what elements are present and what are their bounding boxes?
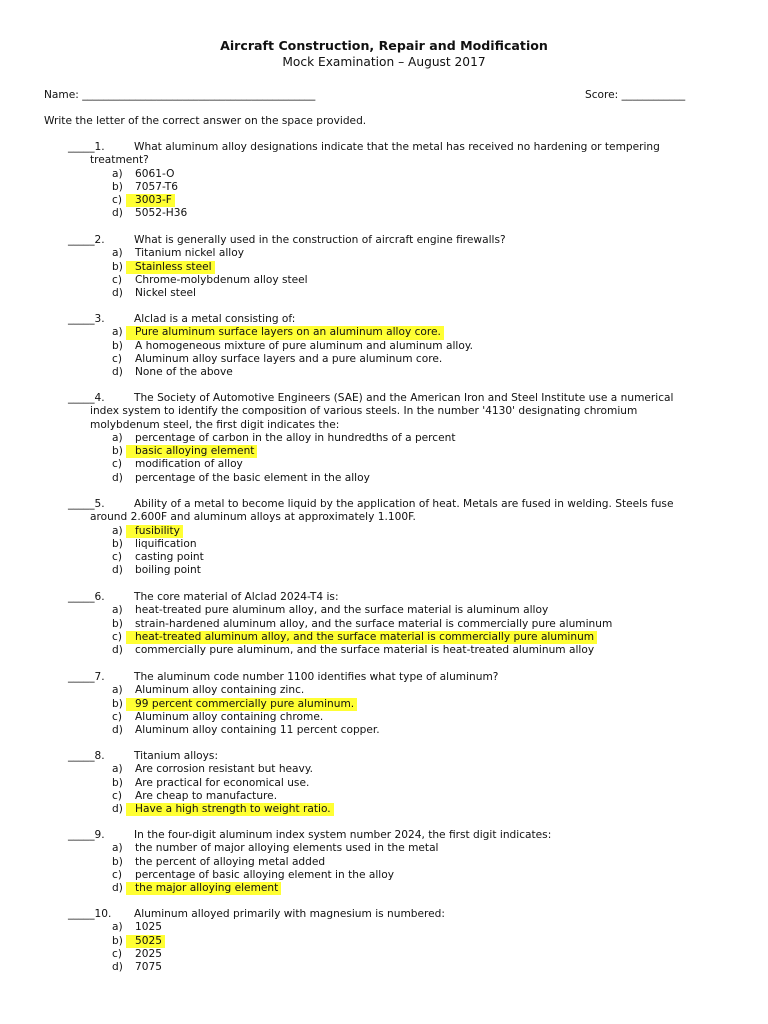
option-text: casting point: [135, 551, 204, 564]
option: [0, 856, 768, 869]
answer-blank: _____1.: [68, 141, 105, 153]
option: [0, 564, 768, 577]
question-stem: [0, 498, 768, 525]
answer-blank: _____9.: [68, 829, 105, 841]
option-text: basic alloying element: [126, 445, 257, 458]
option: [0, 168, 768, 181]
option-highlighted: [0, 326, 768, 339]
option-text: Aluminum alloy containing 11 percent copper.: [135, 724, 380, 737]
question-stem: [0, 591, 768, 604]
question-5: [0, 498, 768, 578]
option-text: 99 percent commercially pure aluminum.: [126, 698, 357, 711]
option-text: the percent of alloying metal added: [135, 855, 326, 868]
answer-blank: _____4.: [68, 392, 105, 404]
question-stem: [0, 392, 768, 432]
answer-blank: _____2.: [68, 234, 105, 246]
option-highlighted: [0, 261, 768, 274]
option-letter: c): [112, 273, 122, 286]
option-text: 2025: [135, 947, 162, 960]
option: [0, 287, 768, 300]
option-highlighted: [0, 525, 768, 538]
option: [0, 432, 768, 445]
option-letter: a): [112, 684, 123, 697]
option: [0, 458, 768, 471]
option-text: heat-treated pure aluminum alloy, and the surface material is aluminum alloy: [135, 604, 549, 617]
option-letter: c): [112, 710, 122, 723]
question-3: [0, 313, 768, 379]
option: [0, 551, 768, 564]
option-letter: d): [112, 803, 123, 816]
option-list: [0, 326, 768, 379]
question-text: The aluminum code number 1100 identifies what type of aluminum?: [134, 671, 499, 683]
option-text: commercially pure aluminum, and the surface material is heat-treated aluminum alloy: [135, 644, 595, 657]
option-text: boiling point: [135, 564, 201, 577]
option-text: 5025: [126, 935, 165, 948]
option: [0, 763, 768, 776]
question-stem: [0, 141, 768, 168]
option-text: liquification: [135, 537, 197, 550]
option-text: Stainless steel: [126, 261, 215, 274]
option: [0, 340, 768, 353]
option-text: Chrome-molybdenum alloy steel: [135, 273, 308, 286]
question-10: [0, 908, 768, 974]
question-text: Aluminum alloyed primarily with magnesium is numbered:: [134, 908, 445, 920]
option: [0, 207, 768, 220]
document-title: Aircraft Construction, Repair and Modification: [220, 38, 548, 53]
answer-blank: _____8.: [68, 750, 105, 762]
option-letter: c): [112, 947, 122, 960]
option-letter: c): [112, 458, 122, 471]
option-letter: a): [112, 921, 123, 934]
option: [0, 181, 768, 194]
question-stem: [0, 313, 768, 326]
option-list: [0, 525, 768, 578]
option-letter: d): [112, 207, 123, 220]
option: [0, 869, 768, 882]
question-stem: [0, 829, 768, 842]
option-letter: b): [112, 260, 123, 273]
score-field-line: Score: ____________: [585, 89, 686, 101]
option-letter: a): [112, 524, 123, 537]
option-highlighted: [0, 194, 768, 207]
option-letter: b): [112, 537, 123, 550]
option-text: Nickel steel: [135, 287, 196, 300]
option: [0, 644, 768, 657]
option-text: 3003-F: [126, 194, 175, 207]
option-text: 7075: [135, 961, 162, 974]
answer-blank: _____10.: [68, 908, 112, 920]
option-list: [0, 247, 768, 300]
answer-blank: _____5.: [68, 498, 105, 510]
answer-blank: _____7.: [68, 671, 105, 683]
option-letter: d): [112, 366, 123, 379]
option-letter: c): [112, 551, 122, 564]
option-text: None of the above: [135, 366, 233, 379]
question-text: Titanium alloys:: [134, 750, 219, 762]
option-text: Are practical for economical use.: [135, 776, 310, 789]
option-letter: a): [112, 247, 123, 260]
option-list: [0, 432, 768, 485]
question-text: What aluminum alloy designations indicate that the metal has received no hardening or tempering treatment?: [90, 141, 660, 167]
option-letter: b): [112, 776, 123, 789]
option-text: Are cheap to manufacture.: [135, 789, 278, 802]
option-letter: a): [112, 326, 123, 339]
option-list: [0, 921, 768, 974]
option-letter: a): [112, 167, 123, 180]
option: [0, 538, 768, 551]
option-letter: d): [112, 287, 123, 300]
answer-blank: _____6.: [68, 591, 105, 603]
option-letter: c): [112, 868, 122, 881]
option-text: percentage of the basic element in the alloy: [135, 471, 370, 484]
option-highlighted: [0, 935, 768, 948]
option-list: [0, 842, 768, 895]
option-letter: b): [112, 697, 123, 710]
option-letter: a): [112, 842, 123, 855]
option-letter: c): [112, 789, 122, 802]
option-letter: a): [112, 763, 123, 776]
option-highlighted: [0, 803, 768, 816]
option-letter: a): [112, 431, 123, 444]
option-letter: c): [112, 630, 122, 643]
option-text: the number of major alloying elements used in the metal: [135, 842, 439, 855]
question-9: [0, 829, 768, 895]
option: [0, 618, 768, 631]
option-letter: d): [112, 961, 123, 974]
option-letter: c): [112, 352, 122, 365]
option: [0, 921, 768, 934]
option-list: [0, 684, 768, 737]
option: [0, 777, 768, 790]
option-list: [0, 604, 768, 657]
option-text: Aluminum alloy containing chrome.: [135, 710, 324, 723]
option-highlighted: [0, 445, 768, 458]
question-stem: [0, 671, 768, 684]
question-8: [0, 750, 768, 816]
option: [0, 247, 768, 260]
question-6: [0, 591, 768, 657]
option-text: Aluminum alloy surface layers and a pure aluminum core.: [135, 352, 443, 365]
option-list: [0, 763, 768, 816]
option-text: 5052-H36: [135, 207, 188, 220]
option-letter: a): [112, 604, 123, 617]
option-text: strain-hardened aluminum alloy, and the surface material is commercially pure aluminum: [135, 617, 613, 630]
option-highlighted: [0, 882, 768, 895]
question-text: What is generally used in the construction of aircraft engine firewalls?: [134, 234, 506, 246]
option-letter: b): [112, 934, 123, 947]
option-text: percentage of carbon in the alloy in hundredths of a percent: [135, 431, 456, 444]
option-text: A homogeneous mixture of pure aluminum and aluminum alloy.: [135, 339, 473, 352]
option: [0, 604, 768, 617]
option: [0, 842, 768, 855]
question-stem: [0, 234, 768, 247]
option-text: 7057-T6: [135, 180, 179, 193]
option: [0, 948, 768, 961]
option-text: fusibility: [126, 525, 183, 538]
option-text: Have a high strength to weight ratio.: [126, 803, 334, 816]
option-text: 6061-O: [135, 167, 175, 180]
option: [0, 472, 768, 485]
option: [0, 790, 768, 803]
option-letter: d): [112, 644, 123, 657]
document-subtitle: Mock Examination – August 2017: [282, 55, 486, 69]
option: [0, 353, 768, 366]
option-letter: d): [112, 471, 123, 484]
option-text: modification of alloy: [135, 458, 243, 471]
option-text: Titanium nickel alloy: [135, 247, 244, 260]
option-text: 1025: [135, 921, 162, 934]
question-2: [0, 234, 768, 300]
option-letter: b): [112, 180, 123, 193]
question-stem: [0, 908, 768, 921]
answer-blank: _____3.: [68, 313, 105, 325]
option-text: Are corrosion resistant but heavy.: [135, 763, 313, 776]
question-text: Ability of a metal to become liquid by the application of heat. Metals are fused in welding. Steels fuse around 2.600F and aluminum alloys at approximately 1.100F.: [90, 498, 674, 524]
option-highlighted: [0, 631, 768, 644]
question-text: In the four-digit aluminum index system number 2024, the first digit indicates:: [134, 829, 552, 841]
question-1: [0, 141, 768, 221]
option-letter: b): [112, 855, 123, 868]
question-4: [0, 392, 768, 485]
option-letter: c): [112, 194, 122, 207]
option-text: percentage of basic alloying element in the alloy: [135, 868, 394, 881]
option: [0, 724, 768, 737]
question-stem: [0, 750, 768, 763]
option-text: the major alloying element: [126, 882, 281, 895]
option-letter: b): [112, 445, 123, 458]
option: [0, 274, 768, 287]
option: [0, 366, 768, 379]
option-letter: d): [112, 724, 123, 737]
option-letter: b): [112, 339, 123, 352]
option: [0, 961, 768, 974]
option-text: heat-treated aluminum alloy, and the surface material is commercially pure aluminum: [126, 631, 597, 644]
instructions-text: Write the letter of the correct answer on the space provided.: [44, 115, 367, 127]
question-7: [0, 671, 768, 737]
option-text: Aluminum alloy containing zinc.: [135, 684, 305, 697]
question-text: The Society of Automotive Engineers (SAE) and the American Iron and Steel Institute use a numerical index system to identify the composition of various steels. In the number '4130' designating chromium molybdenum steel, the first digit indicates the:: [90, 392, 674, 431]
name-field-line: Name: ____________________________________________: [44, 89, 316, 101]
option-letter: d): [112, 564, 123, 577]
question-text: The core material of Alclad 2024-T4 is:: [134, 591, 339, 603]
option: [0, 684, 768, 697]
question-text: Alclad is a metal consisting of:: [134, 313, 296, 325]
option: [0, 711, 768, 724]
option-list: [0, 168, 768, 221]
option-letter: d): [112, 882, 123, 895]
option-text: Pure aluminum surface layers on an aluminum alloy core.: [126, 326, 444, 339]
option-highlighted: [0, 698, 768, 711]
option-letter: b): [112, 617, 123, 630]
